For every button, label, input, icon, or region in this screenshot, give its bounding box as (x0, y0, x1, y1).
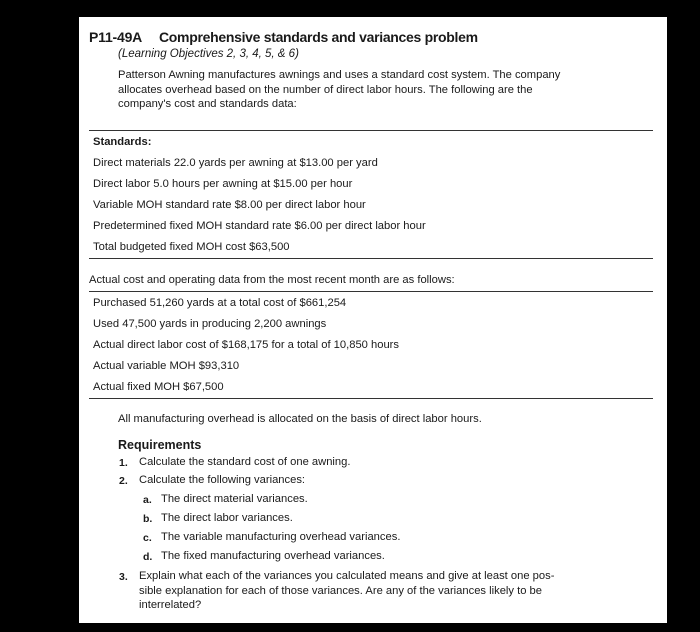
standards-row: Predetermined fixed MOH standard rate $6.00 per direct labor hour (93, 220, 426, 232)
requirement-line: Explain what each of the variances you calculated means and give at least one pos- (139, 570, 555, 582)
problem-title: Comprehensive standards and variances problem (159, 29, 478, 45)
allocation-note: All manufacturing overhead is allocated on the basis of direct labor hours. (118, 413, 482, 425)
requirement-number: 2. (119, 475, 128, 487)
actual-row: Actual fixed MOH $67,500 (93, 381, 224, 393)
subrequirement-text: The direct labor variances. (161, 512, 293, 524)
standards-bottom-rule (89, 258, 653, 259)
standards-top-rule (89, 130, 653, 131)
problem-intro (118, 68, 643, 112)
subrequirement-text: The fixed manufacturing overhead variances. (161, 550, 385, 562)
requirement-line: sible explanation for each of those variances. Are any of the variances likely to be (139, 584, 542, 597)
actual-top-rule (89, 291, 653, 292)
requirement-text: Calculate the standard cost of one awning. (139, 456, 351, 468)
textbook-page (79, 17, 667, 623)
intro-line: company's cost and standards data: (118, 98, 297, 110)
requirements-heading: Requirements (118, 438, 202, 452)
requirement-number: 1. (119, 457, 128, 469)
standards-row: Direct materials 22.0 yards per awning at $13.00 per yard (93, 157, 378, 169)
subrequirement-letter: a. (143, 494, 152, 506)
standards-heading: Standards: (93, 136, 152, 148)
actual-row: Actual variable MOH $93,310 (93, 360, 240, 372)
subrequirement-letter: b. (143, 513, 153, 525)
standards-row: Direct labor 5.0 hours per awning at $15.00 per hour (93, 178, 353, 190)
actual-row: Purchased 51,260 yards at a total cost of $661,254 (93, 297, 347, 309)
requirement-number: 3. (119, 571, 128, 583)
actual-bottom-rule (89, 398, 653, 399)
intro-line: Patterson Awning manufactures awnings and uses a standard cost system. The company (118, 69, 561, 81)
requirement-text: Calculate the following variances: (139, 474, 306, 486)
problem-number: P11-49A (89, 29, 143, 45)
actual-data-lead: Actual cost and operating data from the most recent month are as follows: (89, 274, 455, 286)
standards-row: Total budgeted fixed MOH cost $63,500 (93, 241, 290, 253)
actual-row: Used 47,500 yards in producing 2,200 awnings (93, 318, 327, 330)
requirement-line: interrelated? (139, 599, 202, 611)
actual-row: Actual direct labor cost of $168,175 for a total of 10,850 hours (93, 339, 399, 351)
requirement-text (139, 569, 594, 613)
subrequirement-text: The variable manufacturing overhead variances. (161, 531, 401, 543)
subrequirement-text: The direct material variances. (161, 493, 308, 505)
subrequirement-letter: d. (143, 551, 153, 563)
learning-objectives: (Learning Objectives 2, 3, 4, 5, & 6) (118, 48, 299, 60)
subrequirement-letter: c. (143, 532, 152, 544)
intro-line: allocates overhead based on the number of direct labor hours. The following are the (118, 83, 533, 96)
standards-row: Variable MOH standard rate $8.00 per direct labor hour (93, 199, 366, 211)
